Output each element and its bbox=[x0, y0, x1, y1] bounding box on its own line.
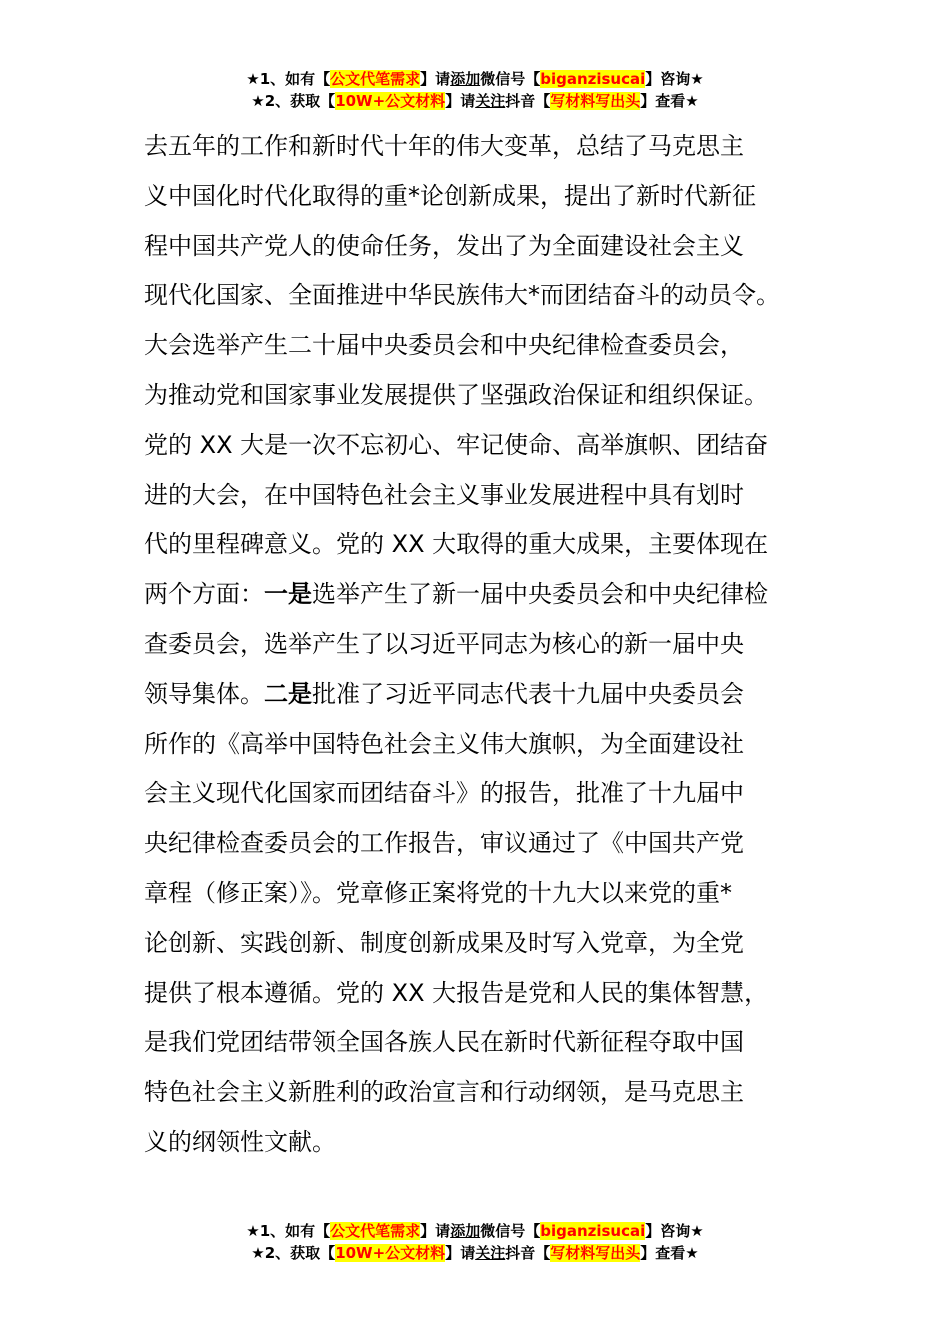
text-line: 特色社会主义新胜利的政治宣言和行动纲领，是马克思主 bbox=[144, 1078, 744, 1107]
banner-line-2: ★2、获取【10W+公文材料】请关注抖音【写材料写出头】查看★ bbox=[251, 92, 699, 110]
header-banner bbox=[0, 68, 950, 112]
text-line: 领导集体。二是批准了习近平同志代表十九届中央委员会 bbox=[144, 679, 744, 708]
point-two-label: 二是 bbox=[264, 679, 312, 708]
text-line: 进的大会，在中国特色社会主义事业发展进程中具有划时 bbox=[144, 480, 744, 509]
text-line: 论创新、实践创新、制度创新成果及时写入党章，为全党 bbox=[144, 928, 744, 957]
text-line: 义中国化时代化取得的重*论创新成果，提出了新时代新征 bbox=[144, 181, 756, 210]
text-line: 党的 XX 大是一次不忘初心、牢记使命、高举旗帜、团结奋 bbox=[144, 430, 769, 459]
text-line: 提供了根本遵循。党的 XX 大报告是党和人民的集体智慧， bbox=[144, 978, 769, 1007]
footer-banner bbox=[0, 1220, 950, 1264]
text-line: 大会选举产生二十届中央委员会和中央纪律检查委员会， bbox=[144, 331, 744, 360]
text-line: 去五年的工作和新时代十年的伟大变革，总结了马克思主 bbox=[144, 132, 744, 160]
text-line: 查委员会，选举产生了以习近平同志为核心的新一届中央 bbox=[144, 629, 744, 658]
point-one-label: 一是 bbox=[264, 580, 312, 609]
document-body bbox=[144, 122, 814, 1168]
banner-line-2: ★2、获取【10W+公文材料】请关注抖音【写材料写出头】查看★ bbox=[251, 1244, 699, 1262]
text-line: 现代化国家、全面推进中华民族伟大*而团结奋斗的动员令。 bbox=[144, 281, 780, 310]
text-line: 会主义现代化国家而团结奋斗》的报告，批准了十九届中 bbox=[144, 779, 744, 808]
text-line: 所作的《高举中国特色社会主义伟大旗帜，为全面建设社 bbox=[144, 729, 744, 758]
text-line: 代的里程碑意义。党的 XX 大取得的重大成果，主要体现在 bbox=[144, 530, 769, 559]
text-line: 两个方面：一是选举产生了新一届中央委员会和中央纪律检 bbox=[144, 580, 768, 609]
text-line: 章程（修正案）》。党章修正案将党的十九大以来党的重* bbox=[144, 878, 732, 907]
text-line: 义的纲领性文献。 bbox=[144, 1127, 336, 1156]
banner-line-1: ★1、如有【公文代笔需求】请添加微信号【biganzisucai】咨询★ bbox=[246, 70, 704, 88]
text-line: 程中国共产党人的使命任务，发出了为全面建设社会主义 bbox=[144, 231, 744, 260]
text-line: 为推动党和国家事业发展提供了坚强政治保证和组织保证。 bbox=[144, 380, 768, 409]
banner-line-1: ★1、如有【公文代笔需求】请添加微信号【biganzisucai】咨询★ bbox=[246, 1222, 704, 1240]
text-line: 央纪律检查委员会的工作报告，审议通过了《中国共产党 bbox=[144, 829, 744, 858]
text-line: 是我们党团结带领全国各族人民在新时代新征程夺取中国 bbox=[144, 1028, 744, 1057]
